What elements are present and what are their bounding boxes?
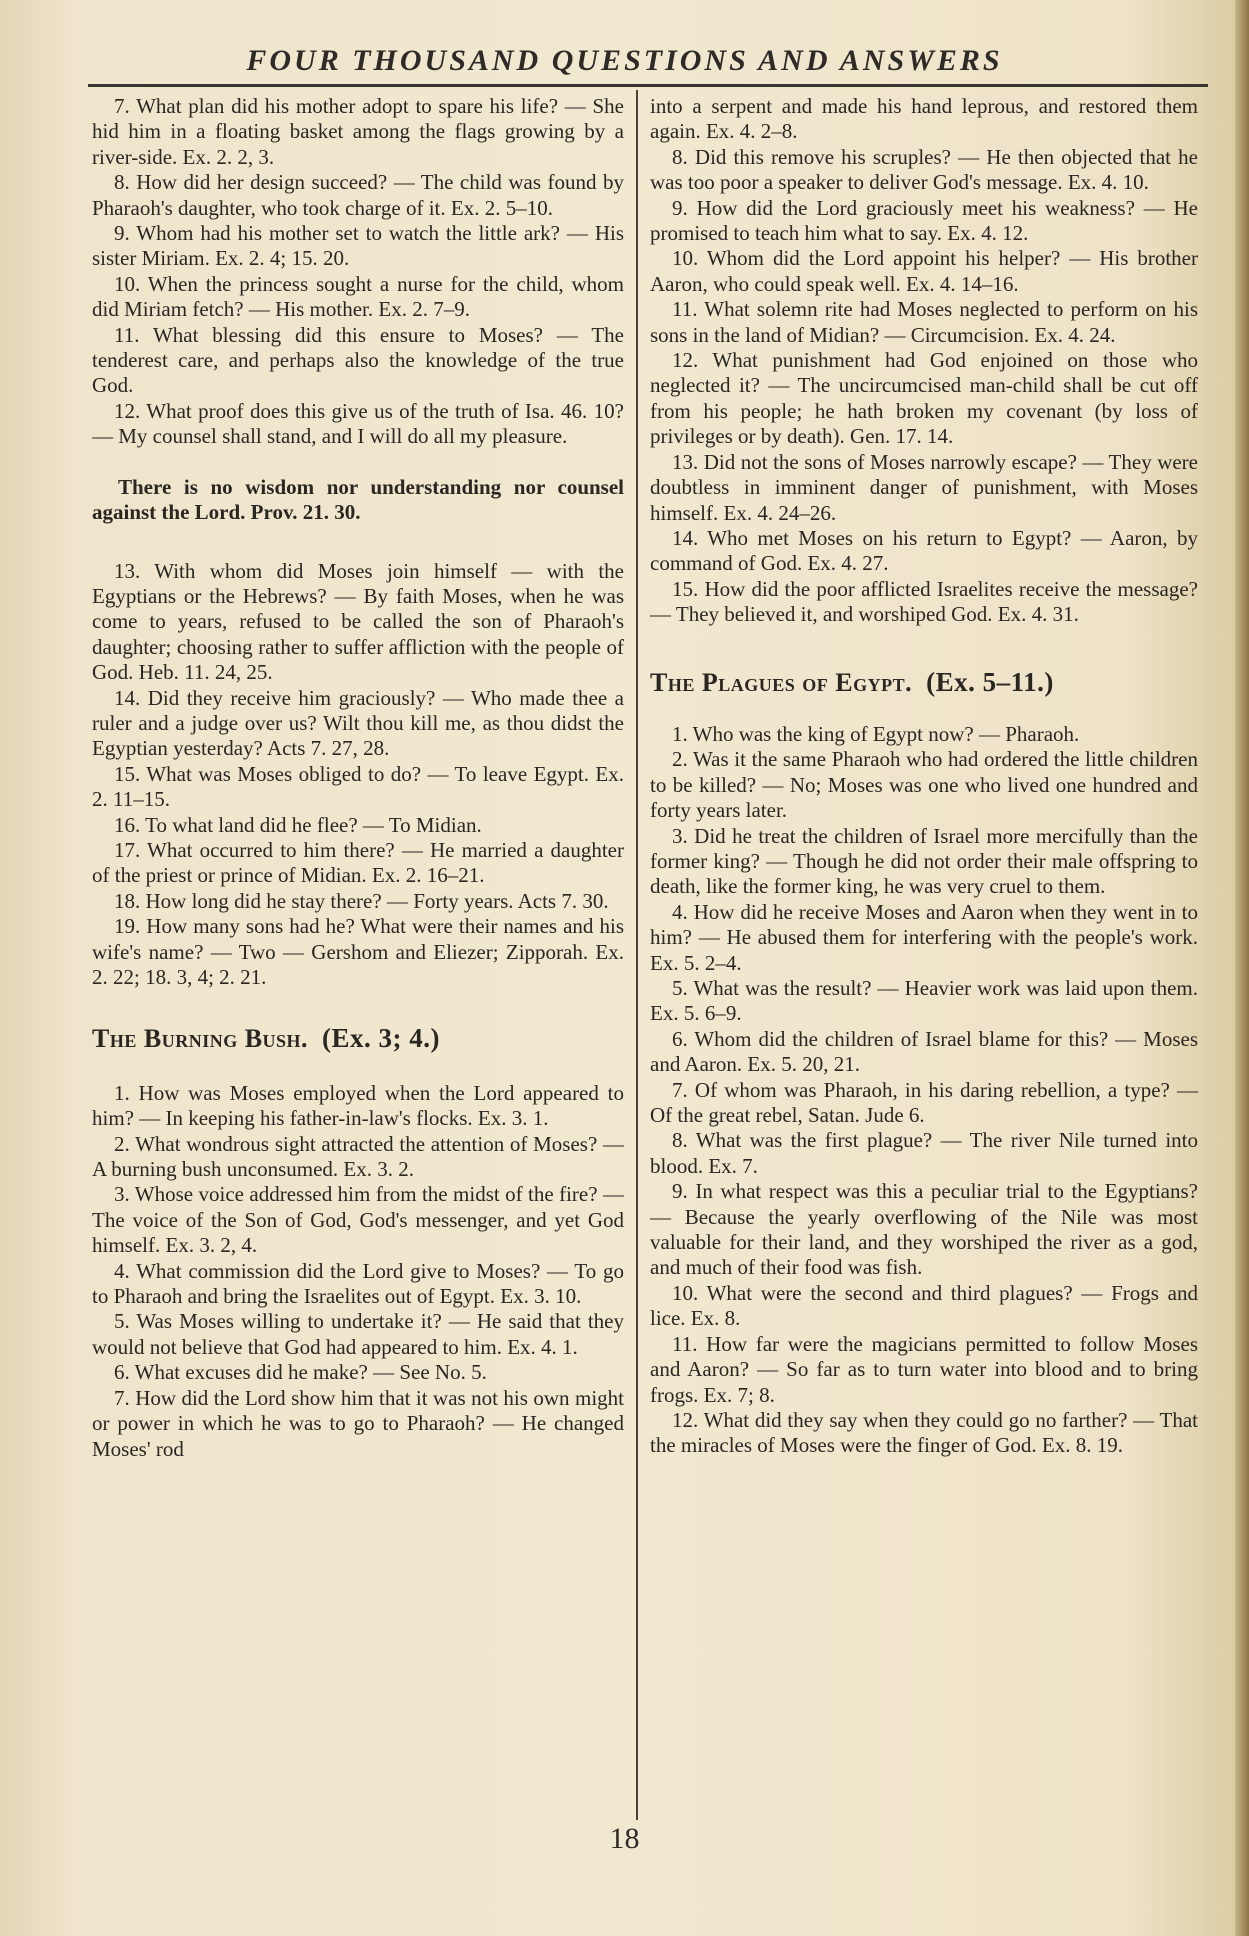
question-list: [650, 94, 1198, 628]
section-reference: (Ex. 3; 4.): [322, 1023, 441, 1054]
qa-item: 17. What occurred to him there? — He married a daughter of the priest or prince of Midian. Ex. 2. 16–21.: [92, 837, 624, 888]
running-head: FOUR THOUSAND QUESTIONS AND ANSWERS: [246, 44, 1003, 77]
qa-item: 18. How long did he stay there? — Forty years. Acts 7. 30.: [114, 888, 609, 913]
header-rule: [88, 84, 1208, 87]
qa-item: 8. How did her design succeed? — The child was found by Pharaoh's daughter, who took charge of it. Ex. 2. 5–10.: [92, 170, 624, 220]
qa-item: 15. What was Moses obliged to do? — To leave Egypt. Ex. 2. 11–15.: [92, 761, 624, 812]
qa-item: 4. What commission did the Lord give to Moses? — To go to Pharaoh and bring the Israelites out of Egypt. Ex. 3. 10.: [92, 1258, 624, 1309]
section-heading: [92, 1023, 624, 1054]
qa-item: 11. How far were the magicians permitted to follow Moses and Aaron? — So far as to turn water into blood and to bring frogs. Ex. 7; 8.: [650, 1331, 1198, 1407]
qa-item: 3. Did he treat the children of Israel more mercifully than the former king? — Though he did not order their male offspring to death, like the former king, he was very cruel to them.: [650, 823, 1198, 899]
qa-item: 12. What did they say when they could go no farther? — That the miracles of Moses were the finger of God. Ex. 8. 19.: [650, 1407, 1198, 1458]
qa-item: 5. Was Moses willing to undertake it? — He said that they would not believe that God had appeared to him. Ex. 4. 1.: [92, 1309, 624, 1359]
qa-item: 2. Was it the same Pharaoh who had ordered the little children to be killed? — No; Moses was one who lived one hundred and forty years later.: [650, 747, 1198, 823]
qa-item: 15. How did the poor afflicted Israelites receive the message? — They believed it, and worshiped God. Ex. 4. 31.: [650, 576, 1198, 627]
qa-item: 9. In what respect was this a peculiar trial to the Egyptians? — Because the yearly overflowing of the Nile was most valuable for their land, and they worshiped the river as a god, and much of their food was fish.: [650, 1179, 1198, 1280]
qa-item: 1. How was Moses employed when the Lord appeared to him? — In keeping his father-in-law's flocks. Ex. 3. 1.: [92, 1080, 624, 1131]
qa-item: 11. What solemn rite had Moses neglected to perform on his sons in the land of Midian? — Circumcision. Ex. 4. 24.: [650, 297, 1198, 347]
qa-item: 11. What blessing did this ensure to Moses? — The tenderest care, and perhaps also the knowledge of the true God.: [92, 322, 624, 398]
qa-item: 14. Who met Moses on his return to Egypt? — Aaron, by command of God. Ex. 4. 27.: [650, 525, 1198, 576]
qa-item: 14. Did they receive him graciously? — Who made thee a ruler and a judge over us? Wilt thou kill me, as thou didst the Egyptian yesterday? Acts 7. 27, 28.: [92, 685, 624, 761]
qa-item: 8. What was the first plague? — The river Nile turned into blood. Ex. 7.: [650, 1128, 1198, 1178]
qa-item: 6. Whom did the children of Israel blame for this? — Moses and Aaron. Ex. 5. 20, 21.: [650, 1026, 1198, 1077]
qa-item: 13. With whom did Moses join himself — with the Egyptians or the Hebrews? — By faith Moses, when he was come to years, refused to be called the son of Pharaoh's daughter; choosing rather to suffer affliction with the people of God. Heb. 11. 24, 25.: [92, 558, 624, 685]
question-list: [92, 559, 624, 991]
qa-item: 2. What wondrous sight attracted the attention of Moses? — A burning bush unconsumed. Ex. 3. 2.: [92, 1131, 624, 1182]
qa-item: into a serpent and made his hand leprous, and restored them again. Ex. 4. 2–8.: [650, 94, 1198, 144]
qa-item: 12. What punishment had God enjoined on those who neglected it? — The uncircumcised man-child shall be cut off from his people; he hath broken my covenant (by loss of privileges or by death). Gen. 17. 14.: [650, 348, 1198, 449]
qa-item: 7. What plan did his mother adopt to spare his life? — She hid him in a floating basket among the flags growing by a river-side. Ex. 2. 2, 3.: [92, 94, 624, 169]
qa-item: 3. Whose voice addressed him from the midst of the fire? — The voice of the Son of God, God's messenger, and yet God himself. Ex. 3. 2, 4.: [92, 1182, 624, 1258]
question-list: [650, 722, 1198, 1459]
qa-item: 19. How many sons had he? What were their names and his wife's name? — Two — Gershom and Eliezer; Zipporah. Ex. 2. 22; 18. 3, 4; 2. 21.: [92, 914, 624, 989]
qa-item: 8. Did this remove his scruples? — He then objected that he was too poor a speaker to deliver God's message. Ex. 4. 10.: [650, 144, 1198, 195]
page-edge-shadow: [1235, 0, 1249, 1936]
section-heading: [650, 666, 1198, 697]
left-column: [92, 94, 624, 1462]
scripture-quote: There is no wisdom nor understanding nor counsel against the Lord. Prov. 21. 30.: [92, 474, 624, 525]
qa-item: 4. How did he receive Moses and Aaron when they went in to him? — He abused them for interfering with the people's work. Ex. 5. 2–4.: [650, 899, 1198, 975]
section-reference: (Ex. 5–11.): [926, 666, 1054, 697]
qa-item: 10. Whom did the Lord appoint his helper? — His brother Aaron, who could speak well. Ex. 4. 14–16.: [650, 246, 1198, 296]
section-title: The Burning Bush.: [92, 1024, 309, 1054]
qa-item: 10. When the princess sought a nurse for the child, whom did Miriam fetch? — His mother. Ex. 2. 7–9.: [92, 271, 624, 322]
qa-item: 9. How did the Lord graciously meet his weakness? — He promised to teach him what to say. Ex. 4. 12.: [650, 195, 1198, 246]
question-list: [92, 94, 624, 450]
qa-item: 7. How did the Lord show him that it was not his own might or power in which he was to go to Pharaoh? — He changed Moses' rod: [92, 1385, 624, 1461]
right-column: [650, 94, 1198, 1459]
question-list: [92, 1081, 624, 1462]
column-divider: [636, 90, 638, 1820]
page-number: 18: [609, 1822, 640, 1855]
qa-item: 16. To what land did he flee? — To Midian.: [114, 812, 482, 837]
qa-item: 5. What was the result? — Heavier work was laid upon them. Ex. 5. 6–9.: [650, 976, 1198, 1026]
qa-item: 1. Who was the king of Egypt now? — Pharaoh.: [672, 721, 1080, 746]
qa-item: 12. What proof does this give us of the truth of Isa. 46. 10? — My counsel shall stand, and I will do all my pleasure.: [92, 398, 624, 449]
qa-item: 7. Of whom was Pharaoh, in his daring rebellion, a type? — Of the great rebel, Satan. Jude 6.: [650, 1077, 1198, 1128]
section-title: The Plagues of Egypt.: [650, 667, 913, 697]
qa-item: 9. Whom had his mother set to watch the little ark? — His sister Miriam. Ex. 2. 4; 15. 20.: [92, 221, 624, 271]
qa-item: 10. What were the second and third plagues? — Frogs and lice. Ex. 8.: [650, 1280, 1198, 1331]
qa-item: 6. What excuses did he make? — See No. 5.: [114, 1360, 487, 1385]
qa-item: 13. Did not the sons of Moses narrowly escape? — They were doubtless in imminent danger of punishment, with Moses himself. Ex. 4. 24–26.: [650, 449, 1198, 525]
